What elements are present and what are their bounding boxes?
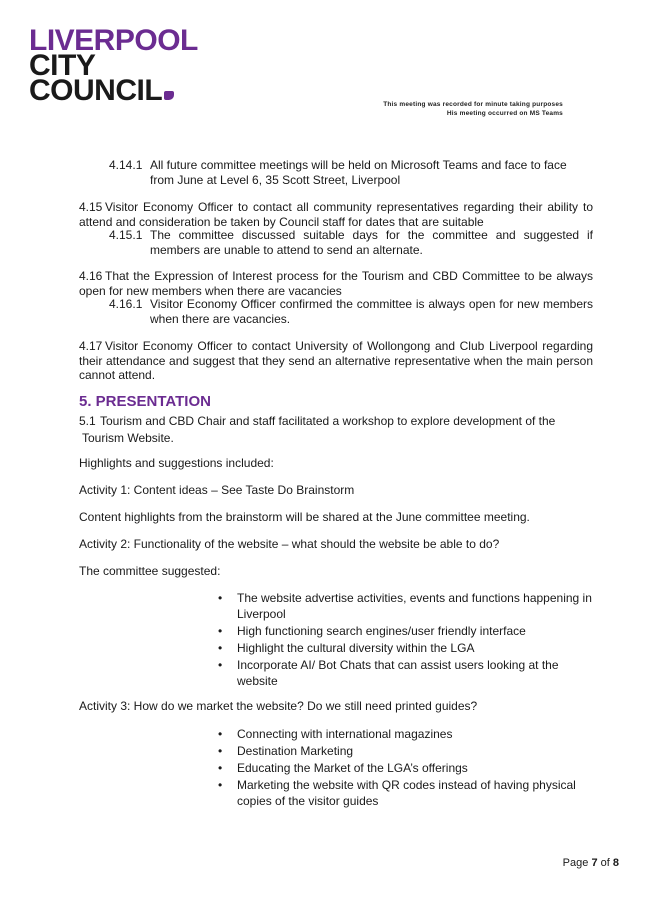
item-number: 4.15	[79, 200, 103, 214]
item-text: Visitor Economy Officer to contact University of Wollongong and Club Liverpool regarding their attendance and suggest that they send an alternative representative when the main person cannot attend.	[79, 339, 593, 382]
list-item: • Marketing the website with QR codes instead of having physical copies of the visitor guides	[218, 778, 576, 808]
recording-note	[383, 100, 563, 118]
bullet-icon: •	[218, 658, 223, 672]
bullet-icon: •	[218, 727, 223, 741]
marketing-list	[218, 726, 592, 810]
item-text: Tourism and CBD Chair and staff facilitated a workshop to explore development of the Tourism Website.	[82, 414, 556, 445]
item-4-15	[79, 200, 593, 229]
item-4-16-1	[109, 297, 593, 326]
activity-1: Activity 1: Content ideas – See Taste Do Brainstorm	[79, 483, 355, 497]
item-4-15-1	[109, 228, 593, 257]
item-number: 4.17	[79, 339, 103, 353]
list-item: • Highlight the cultural diversity within the LGA	[218, 641, 475, 655]
item-text: That the Expression of Interest process for the Tourism and CBD Committee to be always open for new members when there are vacancies	[79, 269, 593, 298]
bullet-icon: •	[218, 744, 223, 758]
suggestions-list	[218, 590, 592, 690]
list-item: • Connecting with international magazines	[218, 727, 453, 741]
item-4-17	[79, 339, 593, 383]
item-number: 5.1	[79, 414, 96, 428]
logo-line-2: CITY	[29, 49, 96, 82]
list-item: • Educating the Market of the LGA’s offerings	[218, 761, 468, 775]
committee-suggested: The committee suggested:	[79, 564, 221, 578]
logo-line-1: LIVERPOOL	[29, 24, 198, 57]
logo-mark-icon	[164, 91, 174, 100]
section-heading-presentation: 5. PRESENTATION	[79, 393, 211, 410]
list-item: • Incorporate AI/ Bot Chats that can assist users looking at the website	[218, 658, 559, 688]
item-5-1	[79, 413, 579, 447]
content-highlights-note: Content highlights from the brainstorm will be shared at the June committee meeting.	[79, 510, 530, 524]
list-item: • High functioning search engines/user friendly interface	[218, 624, 526, 638]
item-number: 4.16	[79, 269, 103, 283]
logo-line-3: COUNCIL	[29, 78, 198, 103]
list-item: • The website advertise activities, events and functions happening in Liverpool	[218, 591, 592, 621]
activity-3: Activity 3: How do we market the website? Do we still need printed guides?	[79, 699, 478, 713]
council-logo	[29, 24, 198, 107]
activity-2: Activity 2: Functionality of the website – what should the website be able to do?	[79, 537, 500, 551]
recording-note-line-2: His meeting occurred on MS Teams	[446, 110, 563, 117]
bullet-icon: •	[218, 778, 223, 792]
item-4-14-1	[109, 158, 593, 187]
item-number: 4.16.1	[109, 297, 143, 311]
item-text: Visitor Economy Officer confirmed the committee is always open for new members when there are vacancies.	[150, 297, 593, 326]
bullet-icon: •	[218, 641, 223, 655]
bullet-icon: •	[218, 624, 223, 638]
page-number: Page 7 of 8	[562, 857, 619, 869]
recording-note-line-1: This meeting was recorded for minute taking purposes	[383, 101, 563, 108]
highlights-intro: Highlights and suggestions included:	[79, 456, 274, 470]
bullet-icon: •	[218, 591, 223, 605]
bullet-icon: •	[218, 761, 223, 775]
item-4-16	[79, 269, 593, 298]
item-text: All future committee meetings will be held on Microsoft Teams and face to face from June at Level 6, 35 Scott Street, Liverpool	[150, 158, 567, 187]
list-item: • Destination Marketing	[218, 744, 354, 758]
item-text: The committee discussed suitable days for the committee and suggested if members are unable to attend to send an alternate.	[150, 228, 593, 257]
item-number: 4.14.1	[109, 158, 143, 172]
item-text: Visitor Economy Officer to contact all community representatives regarding their ability to attend and consideration be taken by Council staff for dates that are suitable	[79, 200, 593, 229]
item-number: 4.15.1	[109, 228, 143, 242]
